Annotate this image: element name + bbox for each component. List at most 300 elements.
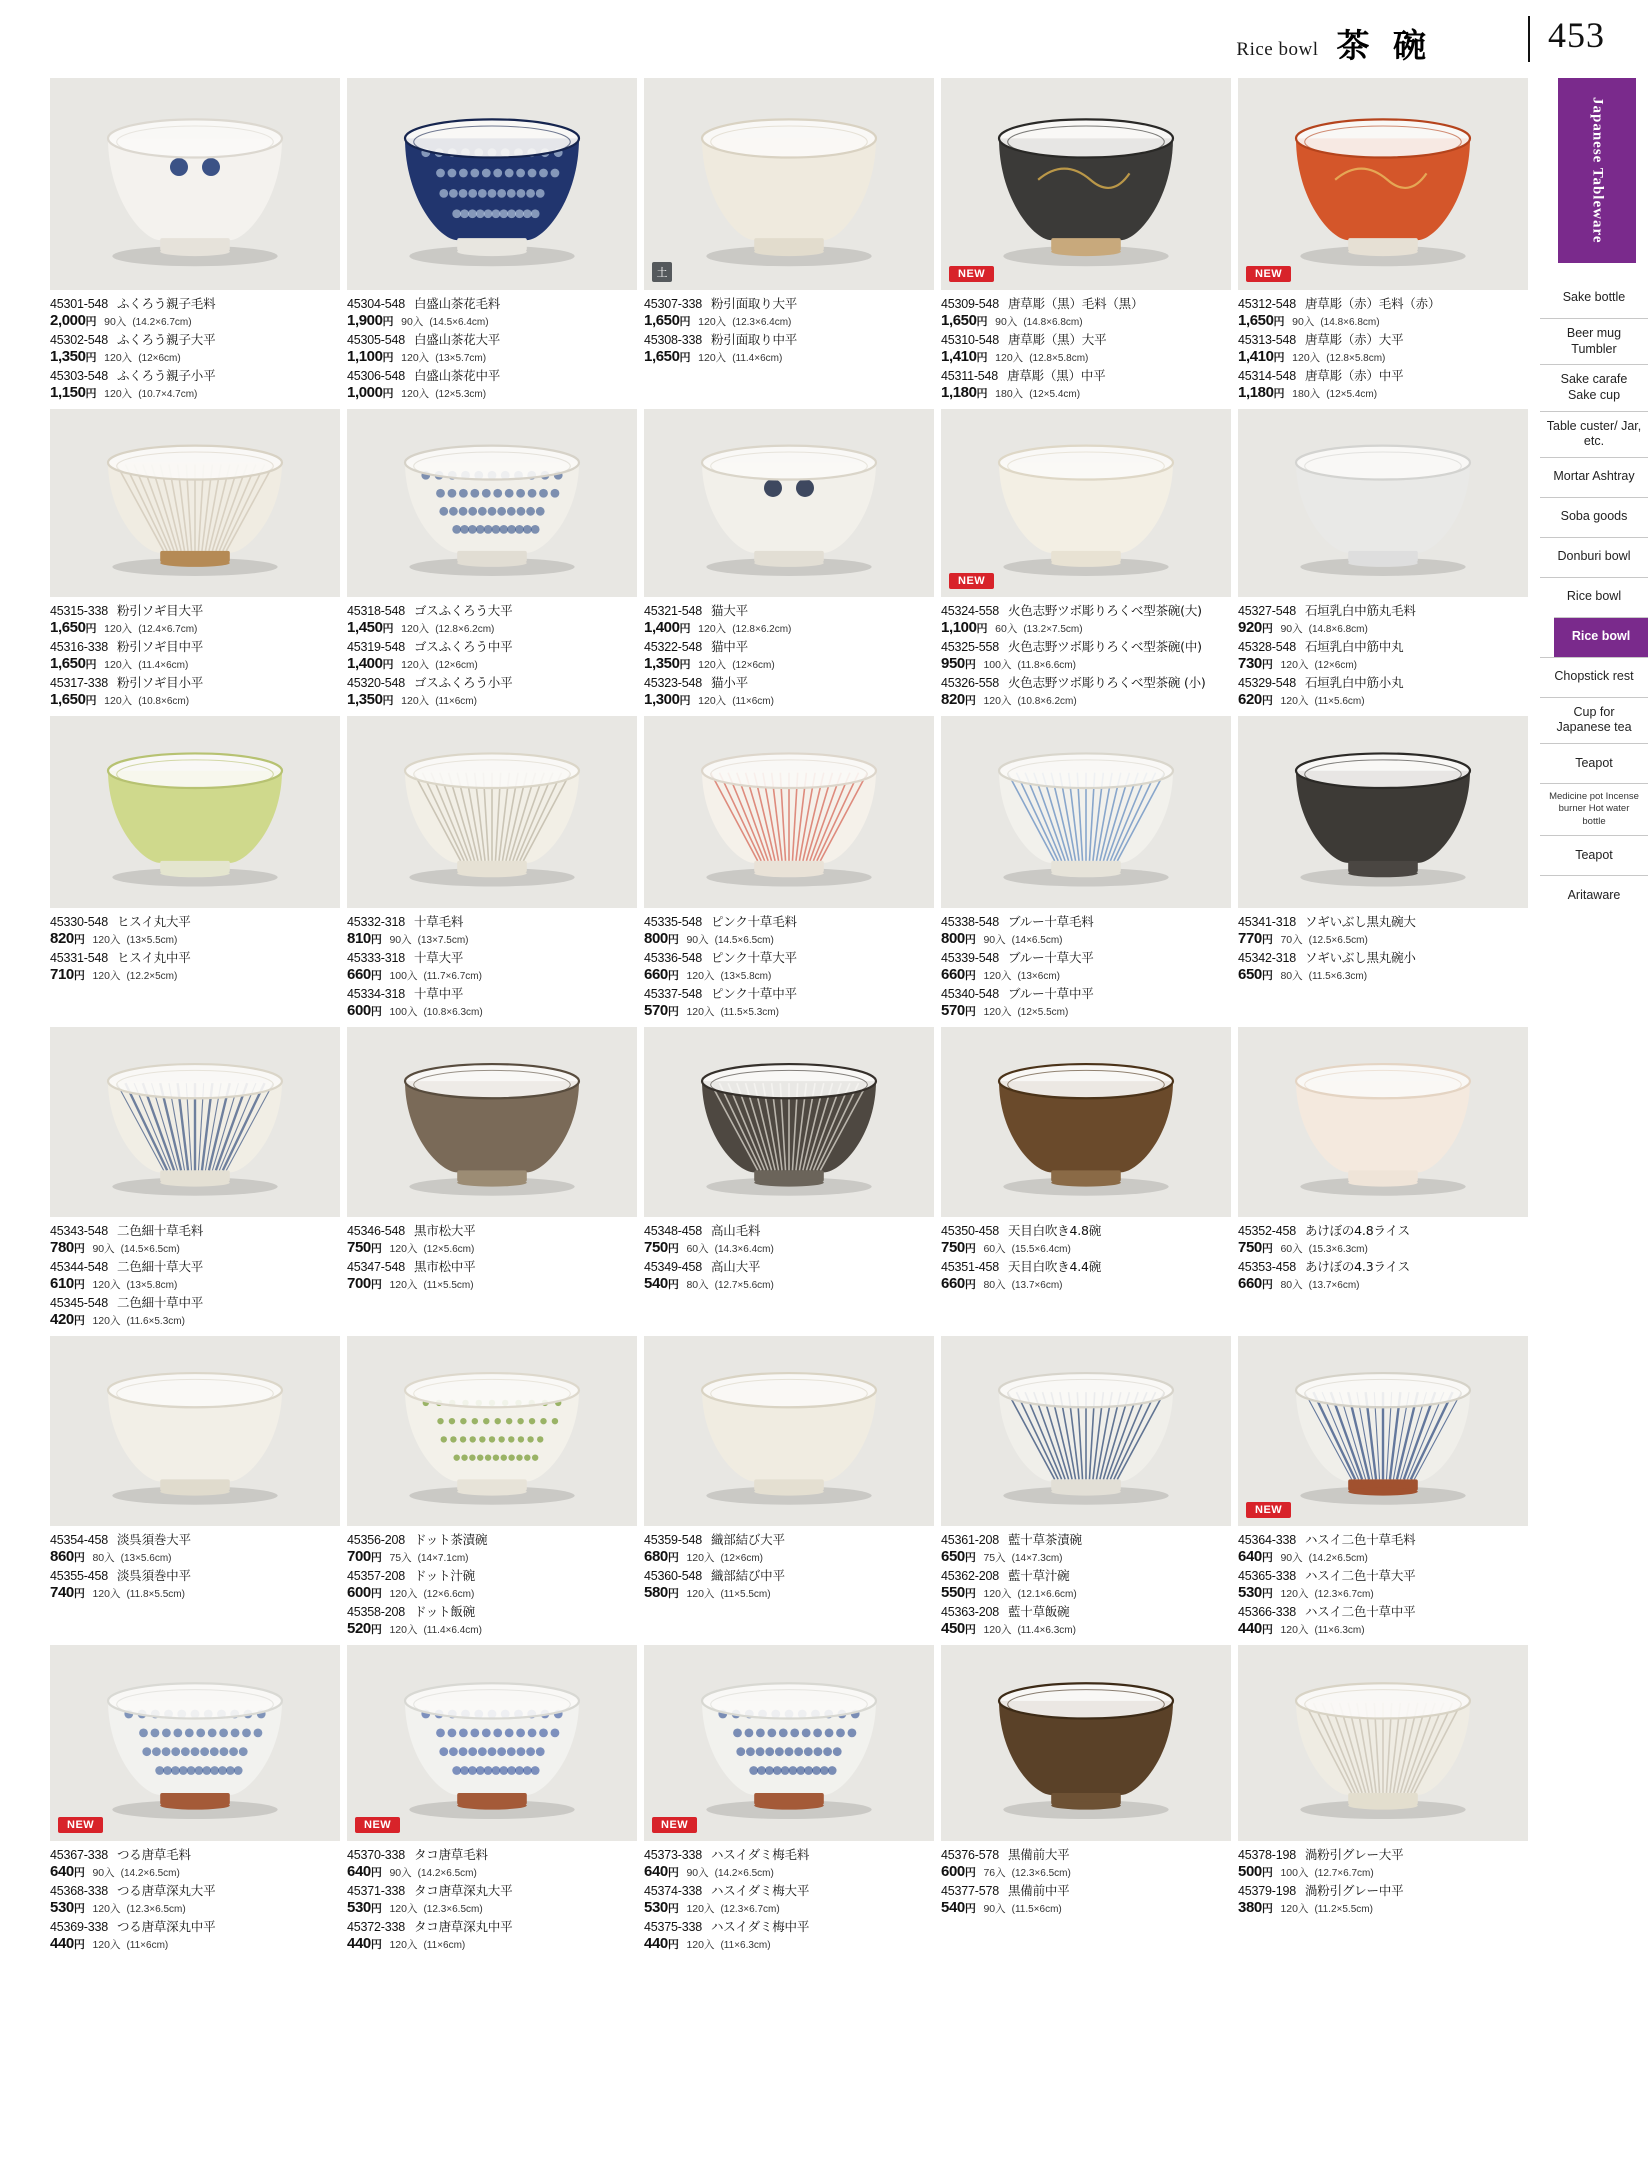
product-dimensions: (12×5.5cm) <box>1017 1007 1069 1019</box>
product-code-line <box>1238 1604 1528 1620</box>
product-price-line <box>347 1584 637 1603</box>
product-cell[interactable] <box>50 1336 340 1604</box>
product-photo <box>941 1027 1231 1217</box>
product-price-line <box>347 1002 637 1021</box>
section-tab-2[interactable] <box>1540 364 1648 410</box>
product-price: 440円 <box>347 1935 382 1953</box>
product-code: 45364-338 <box>1238 1533 1296 1547</box>
product-price-line <box>941 1899 1231 1918</box>
product-code: 45357-208 <box>347 1569 405 1583</box>
product-cell[interactable] <box>1238 1336 1528 1640</box>
product-code: 45339-548 <box>941 951 999 965</box>
product-quantity: 80入 <box>1280 1279 1303 1292</box>
product-price-line <box>941 1548 1231 1567</box>
product-dimensions: (11×6cm) <box>732 696 774 708</box>
product-name: 天目白吹き4.8碗 <box>1007 1223 1102 1238</box>
product-code-line <box>50 1919 340 1935</box>
product-name: 粉引面取り中平 <box>710 332 798 347</box>
product-photo <box>347 1336 637 1526</box>
product-dimensions: (12×6cm) <box>1314 660 1357 672</box>
product-quantity: 90入 <box>92 1243 115 1256</box>
product-dimensions: (14.8×6.8cm) <box>1320 317 1380 329</box>
product-price-line <box>50 348 340 367</box>
product-name: ドット飯碗 <box>413 1604 475 1619</box>
product-cell[interactable] <box>1238 78 1528 404</box>
section-tab-7[interactable] <box>1540 577 1648 617</box>
product-code-line <box>50 639 340 655</box>
product-dimensions: (10.8×6.3cm) <box>423 1007 483 1019</box>
product-price-line <box>644 655 934 674</box>
product-photo-illustration <box>347 1336 637 1526</box>
product-quantity: 120入 <box>1280 659 1309 672</box>
product-dimensions: (11.4×6cm) <box>732 353 783 365</box>
product-dimensions: (10.7×4.7cm) <box>138 389 198 401</box>
product-price-line <box>644 966 934 985</box>
product-name: ハスイ二色十草毛料 <box>1304 1532 1416 1547</box>
product-photo-illustration <box>1238 1336 1528 1526</box>
product-name: タコ唐草毛料 <box>413 1847 488 1862</box>
product-code: 45368-338 <box>50 1884 108 1898</box>
product-photo-illustration <box>644 716 934 908</box>
product-cell[interactable] <box>941 78 1231 404</box>
product-price: 600円 <box>347 1002 382 1020</box>
product-dimensions: (10.8×6cm) <box>138 696 190 708</box>
product-price-line <box>1238 1863 1528 1882</box>
product-code-line <box>1238 1883 1528 1899</box>
product-name: 藍十草茶漬碗 <box>1007 1532 1082 1547</box>
product-caption <box>50 1526 340 1603</box>
product-code: 45356-208 <box>347 1533 405 1547</box>
product-name: 高山大平 <box>710 1259 761 1274</box>
product-cell[interactable] <box>644 78 934 368</box>
product-quantity: 120入 <box>104 352 133 365</box>
product-code: 45322-548 <box>644 640 702 654</box>
product-cell[interactable] <box>644 409 934 711</box>
product-photo <box>50 716 340 908</box>
product-caption <box>347 1841 637 1954</box>
product-dimensions: (12×6.6cm) <box>423 1589 475 1601</box>
product-photo-illustration <box>644 1027 934 1217</box>
category-tab-japanese-tableware[interactable] <box>1558 78 1636 263</box>
product-code: 45360-548 <box>644 1569 702 1583</box>
product-quantity: 120入 <box>104 623 133 636</box>
product-quantity: 90入 <box>983 934 1006 947</box>
product-cell[interactable] <box>941 716 1231 1022</box>
product-cell[interactable] <box>941 1645 1231 1919</box>
product-quantity: 120入 <box>698 695 727 708</box>
product-quantity: 70入 <box>1280 934 1303 947</box>
product-dimensions: (11.5×5.3cm) <box>720 1007 779 1019</box>
section-tab-13[interactable] <box>1540 835 1648 875</box>
product-quantity: 90入 <box>1292 316 1315 329</box>
product-dimensions: (12.8×5.8cm) <box>1029 353 1089 365</box>
product-dimensions: (13×5.6cm) <box>120 1553 172 1565</box>
product-name: ピンク十草毛料 <box>710 914 797 929</box>
product-price: 1,400円 <box>644 619 691 637</box>
product-code: 45374-338 <box>644 1884 702 1898</box>
product-dimensions: (11.5×6.3cm) <box>1308 971 1368 983</box>
product-cell[interactable] <box>644 716 934 1022</box>
product-code: 45371-338 <box>347 1884 405 1898</box>
product-code: 45343-548 <box>50 1224 108 1238</box>
product-photo-illustration <box>347 409 637 597</box>
product-dimensions: (12×6cm) <box>435 660 478 672</box>
product-price-line <box>941 655 1231 674</box>
product-cell[interactable] <box>644 1336 934 1604</box>
product-cell[interactable] <box>941 409 1231 711</box>
product-cell[interactable] <box>1238 1645 1528 1919</box>
product-cell[interactable] <box>1238 716 1528 986</box>
product-dimensions: (12.5×6.5cm) <box>1308 935 1368 947</box>
product-code: 45372-338 <box>347 1920 405 1934</box>
product-code-line <box>644 914 934 930</box>
product-price-line <box>644 1899 934 1918</box>
new-badge: NEW <box>1246 1502 1291 1518</box>
product-cell[interactable] <box>941 1336 1231 1640</box>
product-photo <box>347 78 637 290</box>
product-dimensions: (11.2×5.5cm) <box>1314 1904 1373 1916</box>
section-tab-3[interactable] <box>1540 411 1648 457</box>
product-code-line <box>50 1223 340 1239</box>
product-price-line <box>50 930 340 949</box>
product-quantity: 90入 <box>389 934 412 947</box>
product-dimensions: (12.3×6.7cm) <box>1314 1589 1374 1601</box>
product-cell[interactable] <box>50 1645 340 1955</box>
section-tab-8[interactable] <box>1554 617 1648 657</box>
product-caption <box>644 597 934 710</box>
product-code: 45310-548 <box>941 333 999 347</box>
product-name: つる唐草深丸中平 <box>116 1919 216 1934</box>
product-photo-illustration <box>941 1336 1231 1526</box>
product-code-line <box>941 603 1231 619</box>
product-price-line <box>941 1584 1231 1603</box>
product-cell[interactable] <box>941 1027 1231 1295</box>
product-code: 45341-318 <box>1238 915 1296 929</box>
section-tab-12[interactable] <box>1540 783 1648 835</box>
new-badge: NEW <box>652 1817 697 1833</box>
section-tab-14[interactable] <box>1540 875 1648 915</box>
product-code: 45327-548 <box>1238 604 1296 618</box>
product-cell[interactable] <box>1238 409 1528 711</box>
section-tab-0[interactable] <box>1540 278 1648 318</box>
product-dimensions: (12×6cm) <box>732 660 775 672</box>
section-tab-label: Cup for Japanese tea <box>1556 704 1632 735</box>
product-name: ゴスふくろう小平 <box>413 675 513 690</box>
product-quantity: 120入 <box>983 970 1012 983</box>
product-photo-illustration <box>1238 716 1528 908</box>
product-cell[interactable] <box>347 78 637 404</box>
product-code-line <box>1238 914 1528 930</box>
product-price: 780円 <box>50 1239 85 1257</box>
product-code: 45377-578 <box>941 1884 999 1898</box>
product-code: 45326-558 <box>941 676 999 690</box>
product-dimensions: (11×6cm) <box>423 1940 466 1952</box>
product-dimensions: (12.8×5.8cm) <box>1326 353 1386 365</box>
product-photo-illustration <box>347 1645 637 1841</box>
section-tab-label: Teapot <box>1575 755 1613 770</box>
product-code: 45309-548 <box>941 297 999 311</box>
new-badge: NEW <box>949 573 994 589</box>
product-price: 640円 <box>1238 1548 1273 1566</box>
product-price-line <box>347 1863 637 1882</box>
product-price: 600円 <box>347 1584 382 1602</box>
product-photo-illustration <box>50 1645 340 1841</box>
new-badge: NEW <box>58 1817 103 1833</box>
product-dimensions: (13.7×6cm) <box>1011 1280 1063 1292</box>
product-code-line <box>941 1883 1231 1899</box>
product-code: 45311-548 <box>941 369 999 383</box>
product-dimensions: (12×5.4cm) <box>1029 389 1081 401</box>
product-caption <box>1238 1841 1528 1918</box>
product-price-line <box>50 1239 340 1258</box>
product-name: 石垣乳白中筋丸毛料 <box>1304 603 1416 618</box>
product-quantity: 120入 <box>401 695 430 708</box>
product-photo <box>644 1336 934 1526</box>
product-cell[interactable] <box>347 716 637 1022</box>
product-price-line <box>347 1548 637 1567</box>
product-quantity: 120入 <box>983 695 1012 708</box>
product-price: 770円 <box>1238 930 1273 948</box>
page-number: 453 <box>1548 15 1605 55</box>
section-tab-6[interactable] <box>1540 537 1648 577</box>
product-code-line <box>50 1847 340 1863</box>
header-japanese-title: 茶 碗 <box>1336 26 1432 65</box>
product-price-line <box>50 1548 340 1567</box>
product-code-line <box>644 296 934 312</box>
product-dimensions: (13×5.7cm) <box>435 353 487 365</box>
product-price-line <box>941 312 1231 331</box>
product-name: 藍十草汁碗 <box>1007 1568 1070 1583</box>
product-name: 白盛山茶花中平 <box>413 368 501 383</box>
product-photo-illustration <box>644 78 934 290</box>
product-price: 1,350円 <box>347 691 394 709</box>
product-quantity: 120入 <box>686 1552 715 1565</box>
product-code: 45378-198 <box>1238 1848 1296 1862</box>
product-cell[interactable] <box>347 1645 637 1955</box>
product-caption <box>1238 908 1528 985</box>
section-tab-10[interactable] <box>1540 697 1648 743</box>
product-dimensions: (12×5.4cm) <box>1326 389 1378 401</box>
product-price-line <box>347 384 637 403</box>
header-english-title: Rice bowl <box>1236 39 1319 60</box>
product-quantity: 120入 <box>983 1588 1012 1601</box>
product-code: 45345-548 <box>50 1296 108 1310</box>
product-price-line <box>941 384 1231 403</box>
product-dimensions: (13.2×7.5cm) <box>1023 624 1083 636</box>
product-code-line <box>50 332 340 348</box>
product-price-line <box>347 655 637 674</box>
product-dimensions: (15.5×6.4cm) <box>1011 1244 1071 1256</box>
product-name: ソギいぶし黒丸碗小 <box>1304 950 1416 965</box>
product-code: 45334-318 <box>347 987 405 1001</box>
product-dimensions: (14.2×6.5cm) <box>1308 1553 1368 1565</box>
product-quantity: 90入 <box>1280 623 1303 636</box>
product-name: ドット汁碗 <box>413 1568 475 1583</box>
product-price: 540円 <box>644 1275 679 1293</box>
product-code-line <box>347 1847 637 1863</box>
product-name: 藍十草飯碗 <box>1007 1604 1070 1619</box>
product-price: 660円 <box>1238 1275 1273 1293</box>
product-quantity: 120入 <box>401 352 430 365</box>
section-tab-4[interactable] <box>1540 457 1648 497</box>
product-price: 1,410円 <box>941 348 988 366</box>
product-caption <box>1238 597 1528 710</box>
product-photo <box>347 1645 637 1841</box>
product-code-line <box>347 1568 637 1584</box>
product-price: 1,100円 <box>347 348 394 366</box>
product-dimensions: (14×6.5cm) <box>1011 935 1063 947</box>
product-price: 800円 <box>644 930 679 948</box>
product-quantity: 60入 <box>1280 1243 1303 1256</box>
product-photo <box>1238 409 1528 597</box>
product-cell[interactable] <box>644 1645 934 1955</box>
product-photo <box>644 409 934 597</box>
product-code: 45307-338 <box>644 297 702 311</box>
product-code-line <box>644 332 934 348</box>
section-tab-1[interactable] <box>1540 318 1648 364</box>
product-code: 45353-458 <box>1238 1260 1296 1274</box>
product-code: 45354-458 <box>50 1533 108 1547</box>
product-quantity: 120入 <box>389 1903 418 1916</box>
product-name: 粉引ソギ目小平 <box>116 675 204 690</box>
product-dimensions: (12.3×6.5cm) <box>126 1904 186 1916</box>
product-code-line <box>1238 603 1528 619</box>
section-tab-5[interactable] <box>1540 497 1648 537</box>
product-name: ピンク十草中平 <box>710 986 797 1001</box>
product-photo-illustration <box>347 1027 637 1217</box>
product-code-line <box>347 639 637 655</box>
product-price: 1,300円 <box>644 691 691 709</box>
product-photo <box>1238 1336 1528 1526</box>
product-name: ヒスイ丸大平 <box>116 914 191 929</box>
product-dimensions: (12×5.6cm) <box>423 1244 475 1256</box>
product-dimensions: (13×6cm) <box>1017 971 1060 983</box>
product-code-line <box>347 1223 637 1239</box>
product-price: 1,650円 <box>50 655 97 673</box>
product-cell[interactable] <box>50 409 340 711</box>
product-photo <box>50 78 340 290</box>
product-price-line <box>941 619 1231 638</box>
product-code-line <box>1238 1568 1528 1584</box>
product-cell[interactable] <box>50 78 340 404</box>
product-name: 黒備前中平 <box>1007 1883 1070 1898</box>
product-dimensions: (13.7×6cm) <box>1308 1280 1360 1292</box>
product-price-line <box>1238 966 1528 985</box>
product-photo-illustration <box>50 716 340 908</box>
product-photo-illustration <box>50 78 340 290</box>
product-price: 660円 <box>941 1275 976 1293</box>
section-tab-11[interactable] <box>1540 743 1648 783</box>
product-name: 粉引面取り大平 <box>710 296 798 311</box>
product-code: 45340-548 <box>941 987 999 1001</box>
product-cell[interactable] <box>644 1027 934 1295</box>
product-price: 440円 <box>644 1935 679 1953</box>
product-code-line <box>347 986 637 1002</box>
product-code-line <box>644 1532 934 1548</box>
product-price: 540円 <box>941 1899 976 1917</box>
product-row <box>50 1336 1528 1638</box>
product-code-line <box>941 639 1231 655</box>
product-dimensions: (11×6cm) <box>435 696 477 708</box>
product-price-line <box>347 312 637 331</box>
product-price-line <box>347 1620 637 1639</box>
product-photo-illustration <box>1238 409 1528 597</box>
section-tab-9[interactable] <box>1540 657 1648 697</box>
product-row <box>50 716 1528 1020</box>
product-code-line <box>941 368 1231 384</box>
product-dimensions: (11.7×6.7cm) <box>423 971 482 983</box>
product-price: 680円 <box>644 1548 679 1566</box>
product-name: ブルー十草大平 <box>1007 950 1094 965</box>
product-price-line <box>644 1239 934 1258</box>
product-price-line <box>941 930 1231 949</box>
product-cell[interactable] <box>347 1336 637 1640</box>
product-code-line <box>644 1568 934 1584</box>
product-code: 45338-548 <box>941 915 999 929</box>
product-dimensions: (12.3×6.7cm) <box>720 1904 780 1916</box>
product-dimensions: (14.8×6.8cm) <box>1308 624 1368 636</box>
product-caption <box>347 908 637 1021</box>
product-quantity: 90入 <box>92 1867 115 1880</box>
product-cell[interactable] <box>50 1027 340 1331</box>
product-dimensions: (14.5×6.5cm) <box>120 1244 180 1256</box>
section-tab-column <box>1540 78 1648 1638</box>
product-code-line <box>50 368 340 384</box>
product-cell[interactable] <box>50 716 340 986</box>
product-code: 45346-548 <box>347 1224 405 1238</box>
product-price: 750円 <box>347 1239 382 1257</box>
section-tab-label: Sake carafe Sake cup <box>1560 372 1628 402</box>
product-code: 45379-198 <box>1238 1884 1296 1898</box>
product-name: 二色細十草中平 <box>116 1295 204 1310</box>
product-code: 45342-318 <box>1238 951 1296 965</box>
product-code-line <box>644 1223 934 1239</box>
earthenware-badge: 土 <box>652 262 672 282</box>
product-quantity: 120入 <box>104 388 133 401</box>
product-caption <box>644 1526 934 1603</box>
section-tab-label: Donburi bowl <box>1557 549 1631 564</box>
product-code: 45370-338 <box>347 1848 405 1862</box>
product-code-line <box>644 1919 934 1935</box>
section-tab-label: Chopstick rest <box>1554 669 1634 684</box>
product-price: 1,150円 <box>50 384 97 402</box>
product-price: 800円 <box>941 930 976 948</box>
product-code: 45332-318 <box>347 915 405 929</box>
product-price: 820円 <box>941 691 976 709</box>
product-name: ハスイダミ梅大平 <box>710 1883 810 1898</box>
product-price: 730円 <box>1238 655 1273 673</box>
product-code: 45362-208 <box>941 1569 999 1583</box>
product-price: 1,650円 <box>1238 312 1285 330</box>
product-cell[interactable] <box>347 1027 637 1295</box>
product-cell[interactable] <box>1238 1027 1528 1295</box>
product-name: ピンク十草大平 <box>710 950 797 965</box>
product-photo <box>50 409 340 597</box>
product-price: 1,180円 <box>1238 384 1285 402</box>
product-dimensions: (11×6.3cm) <box>720 1940 771 1952</box>
product-photo <box>941 716 1231 908</box>
product-name: 唐草彫（赤）毛料（赤） <box>1304 296 1441 311</box>
product-dimensions: (11.5×6cm) <box>1011 1904 1062 1916</box>
product-quantity: 120入 <box>92 970 121 983</box>
product-photo <box>644 1645 934 1841</box>
product-name: 織部結び中平 <box>710 1568 785 1583</box>
product-code: 45323-548 <box>644 676 702 690</box>
product-cell[interactable] <box>347 409 637 711</box>
product-quantity: 120入 <box>389 1588 418 1601</box>
product-dimensions: (11.4×6.4cm) <box>423 1625 482 1637</box>
product-row <box>50 1027 1528 1329</box>
